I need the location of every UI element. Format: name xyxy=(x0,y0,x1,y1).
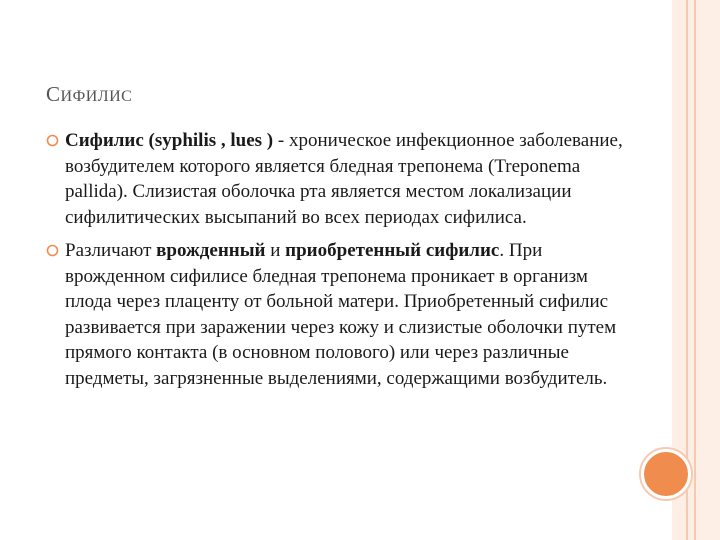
circle-bullet-icon xyxy=(46,244,59,257)
bullet-text-part: приобретенный сифилис xyxy=(285,240,500,261)
bullet-text-part: Сифилис (syphilis , lues ) xyxy=(65,130,274,151)
bullet-text-part: врожденный xyxy=(156,240,266,261)
bullet-text-part: и xyxy=(265,240,286,261)
bullet-list xyxy=(46,128,626,399)
slide-title xyxy=(46,82,132,107)
bullet-text-part: . При врожденном сифилисе бледная трепонема проникает в организм плода через плаценту от больной матери. Приобретенный сифилис развивается при заражении через кожу и слизистые оболочки путем прямого контакта (в основном полового) или через различные предметы, загрязненные выделениями, содержащими возбудитель. xyxy=(65,240,617,389)
bullet-text xyxy=(65,238,626,391)
bullet-text xyxy=(65,128,626,230)
decorative-circle xyxy=(641,449,691,499)
bullet-item xyxy=(46,128,626,230)
bullet-text-part: - хроническое инфекционное заболевание, возбудителем которого является бледная трепонема (Treponema pallida). Слизистая оболочка рта является местом локализации сифилитических высыпаний во всех периодах сифилиса. xyxy=(65,130,623,228)
bullet-text-part: Различают xyxy=(65,240,157,261)
bullet-item xyxy=(46,238,626,391)
title-first-letter: С xyxy=(46,82,61,106)
circle-bullet-icon xyxy=(46,134,59,147)
title-rest: ИФИЛИС xyxy=(60,88,133,105)
border-line xyxy=(694,0,696,540)
